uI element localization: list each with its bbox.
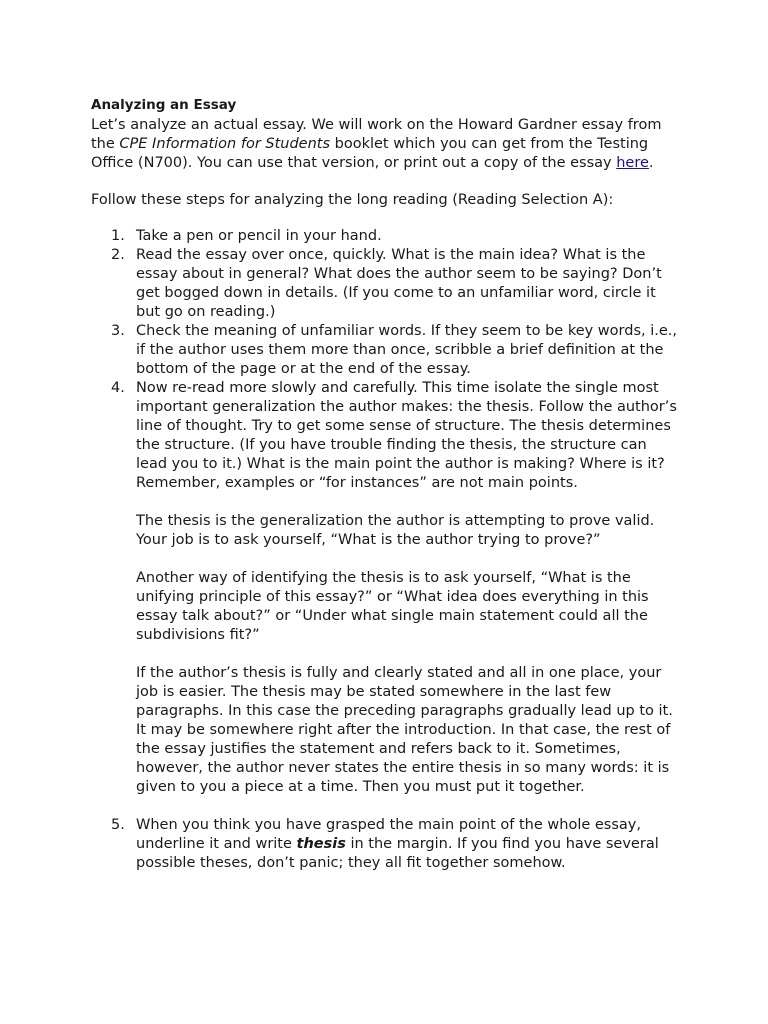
step-text: Now re-read more slowly and carefully. This time isolate the single most important generalization the author makes: the thesis. Follow the author’s line of thought. Try to get some sense of structure. The thesis determines the structure. (If you have trouble finding the thesis, the structure can lead you to it.) What is the main point the author is making? Where is it? Remember, examples or “for instances” are not main points. — [136, 380, 677, 491]
here-link[interactable]: here — [616, 155, 649, 171]
step-number: 2. — [111, 247, 125, 263]
step-number: 4. — [111, 380, 125, 396]
thesis-emphasis: thesis — [296, 836, 346, 852]
list-item-step-3 — [91, 322, 681, 379]
list-item-step-4 — [91, 379, 681, 797]
step-text-after: in the margin. If you find you have several possible theses, don’t panic; they all fit together somehow. — [136, 836, 659, 871]
step-number: 3. — [111, 323, 125, 339]
intro-text-part1: Let’s analyze an actual essay. We will work on the Howard Gardner essay from the — [91, 117, 662, 152]
step-4-subparagraph-2: Another way of identifying the thesis is to ask yourself, “What is the unifying principle of this essay?” or “What idea does everything in this essay talk about?” or “Under what single main statement could all the subdivisions fit?” — [136, 570, 649, 643]
step-text: Check the meaning of unfamiliar words. If they seem to be key words, i.e., if the author uses them more than once, scribble a brief definition at the bottom of the page or at the end of the essay. — [136, 323, 677, 377]
intro-text-part3: . — [648, 155, 654, 171]
step-text: Read the essay over once, quickly. What is the main idea? What is the essay about in general? What does the author seem to be saying? Don’t get bogged down in details. (If you come to an unfamiliar word, circle it but go on reading.) — [136, 247, 662, 320]
steps-list — [91, 227, 681, 873]
step-text-before: When you think you have grasped the main point of the whole essay, underline it and write — [136, 817, 641, 852]
steps-lead-paragraph: Follow these steps for analyzing the long reading (Reading Selection A): — [91, 192, 614, 208]
intro-text-part2: booklet which you can get from the Testing Office (N700). You can use that version, or print out a copy of the essay — [91, 136, 649, 171]
step-text: Take a pen or pencil in your hand. — [136, 228, 382, 244]
document-page — [91, 96, 681, 873]
list-item-step-2 — [91, 246, 681, 322]
section-heading: Analyzing an Essay — [91, 97, 237, 113]
step-4-subparagraph-1: The thesis is the generalization the author is attempting to prove valid. Your job is to ask yourself, “What is the author trying to prove?” — [136, 513, 655, 548]
list-item-step-5 — [91, 816, 681, 873]
step-number: 5. — [111, 817, 125, 833]
step-number: 1. — [111, 228, 125, 244]
booklet-title: CPE Information for Students — [119, 136, 331, 152]
step-4-subparagraph-3: If the author’s thesis is fully and clearly stated and all in one place, your job is easier. The thesis may be stated somewhere in the last few paragraphs. In this case the preceding paragraphs gradually lead up to it. It may be somewhere right after the introduction. In that case, the rest of the essay justifies the statement and refers back to it. Sometimes, however, the author never states the entire thesis in so many words: it is given to you a piece at a time. Then you must put it together. — [136, 665, 673, 795]
list-item-step-1 — [91, 227, 681, 246]
intro-paragraph — [91, 116, 681, 173]
